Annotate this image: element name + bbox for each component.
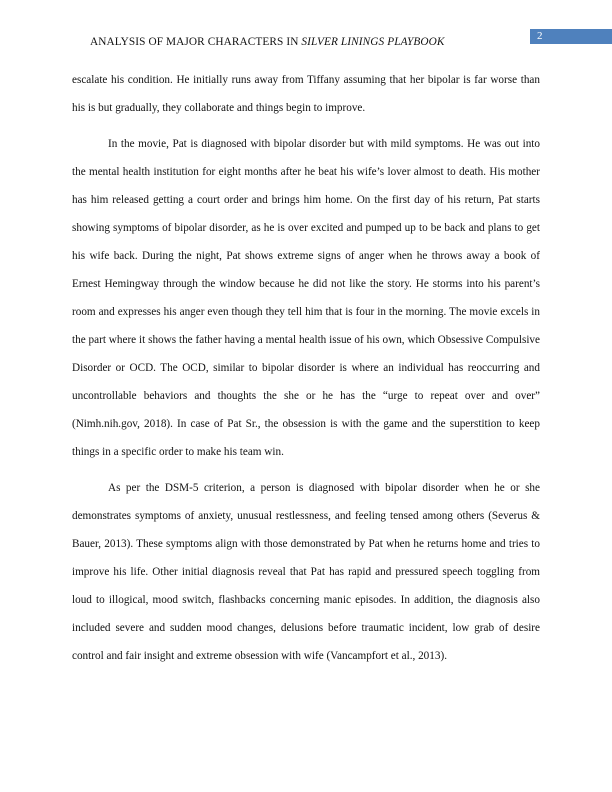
page-number: 2 (537, 30, 543, 42)
body-text (72, 66, 540, 670)
running-head-title: SILVER LININGS PLAYBOOK (301, 36, 445, 48)
paragraph-diagnosis: In the movie, Pat is diagnosed with bipolar disorder but with mild symptoms. He was out into the mental health institution for eight months after he beat his wife’s lover almost to death. His mother has him released getting a court order and brings him home. On the first day of his return, Pat starts showing symptoms of bipolar disorder, as he is over excited and pumped up to be back and plans to get his wife back. During the night, Pat shows extreme signs of anger when he throws away a book of Ernest Hemingway through the window because he did not like the story. He storms into his parent’s room and expresses his anger even though they tell him that is four in the morning. The movie excels in the part where it shows the father having a mental health issue of his own, which Obsessive Compulsive Disorder or OCD. The OCD, similar to bipolar disorder is where an individual has reoccurring and uncontrollable behaviors and thoughts the she or he has the “urge to repeat over and over” (Nimh.nih.gov, 2018). In case of Pat Sr., the obsession is with the game and the superstition to keep things in a specific order to make his team win. (72, 138, 540, 458)
running-head (90, 36, 445, 48)
page-number-badge (530, 29, 612, 44)
paragraph-continued: escalate his condition. He initially runs away from Tiffany assuming that her bipolar is far worse than his is but gradually, they collaborate and things begin to improve. (72, 74, 540, 114)
paragraph-dsm5: As per the DSM-5 criterion, a person is diagnosed with bipolar disorder when he or she demonstrates symptoms of anxiety, unusual restlessness, and feeling tensed among others (Severus & Bauer, 2013). These symptoms align with those demonstrated by Pat when he returns home and tries to improve his life. Other initial diagnosis reveal that Pat has rapid and pressured speech toggling from loud to illogical, mood switch, flashbacks concerning manic episodes. In addition, the diagnosis also included severe and sudden mood changes, delusions before traumatic incident, low grab of desire control and fair insight and extreme obsession with wife (Vancampfort et al., 2013). (72, 482, 540, 662)
running-head-prefix: ANALYSIS OF MAJOR CHARACTERS IN (90, 36, 302, 48)
